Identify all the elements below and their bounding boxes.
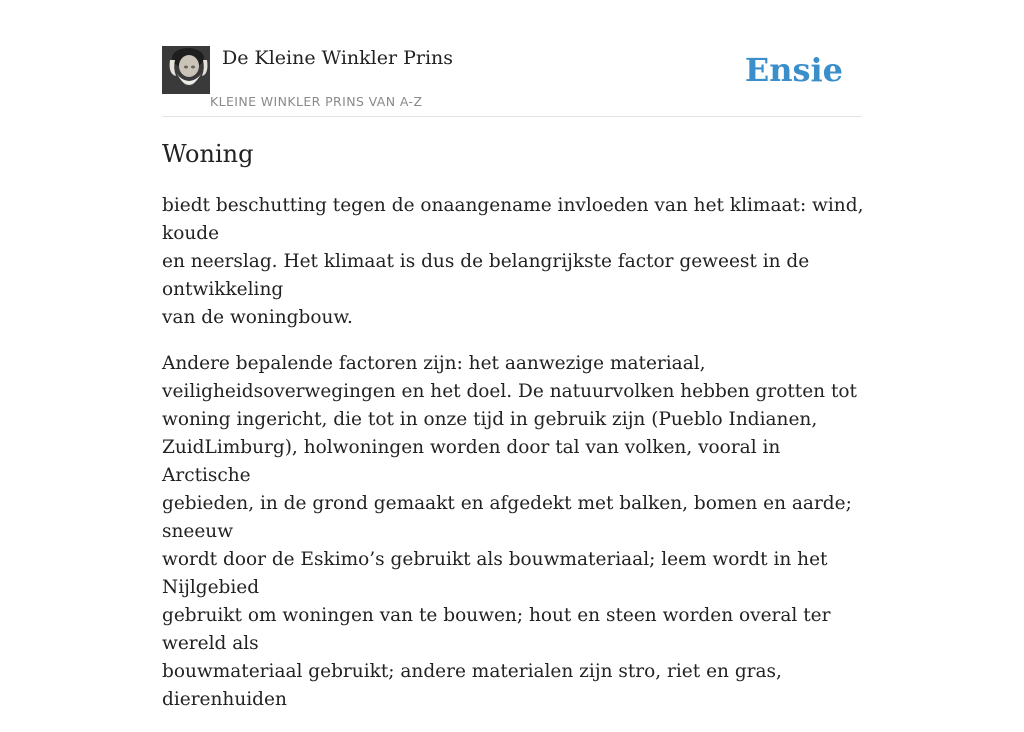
- text-line: bouwmateriaal gebruikt; andere materialen zijn stro, riet en gras, dierenhuiden: [162, 661, 782, 710]
- text-line: van de woningbouw.: [162, 307, 353, 328]
- text-line: en neerslag. Het klimaat is dus de belangrijkste factor geweest in de ontwikkeling: [162, 251, 810, 300]
- article-title: Woning: [162, 140, 254, 168]
- article-body: [162, 192, 874, 732]
- text-line: gebieden, in de grond gemaakt en afgedekt met balken, bomen en aarde; sneeuw: [162, 493, 852, 542]
- author-name[interactable]: De Kleine Winkler Prins: [222, 47, 454, 69]
- text-line: gebruikt om woningen van te bouwen; hout en steen worden overal ter wereld als: [162, 605, 831, 654]
- collection-label[interactable]: KLEINE WINKLER PRINS VAN A-Z: [210, 94, 423, 109]
- paragraph: [162, 350, 874, 714]
- text-line: woning ingericht, die tot in onze tijd in gebruik zijn (Pueblo Indianen,: [162, 409, 818, 430]
- portrait-icon: [162, 46, 210, 94]
- text-line: Andere bepalende factoren zijn: het aanwezige materiaal,: [162, 353, 706, 374]
- text-line: wordt door de Eskimo’s gebruikt als bouwmateriaal; leem wordt in het Nijlgebied: [162, 549, 828, 598]
- article-header: [162, 46, 862, 117]
- text-line: veiligheidsoverwegingen en het doel. De natuurvolken hebben grotten tot: [162, 381, 857, 402]
- paragraph: [162, 192, 874, 332]
- text-line: ZuidLimburg), holwoningen worden door tal van volken, vooral in Arctische: [162, 437, 781, 486]
- author-avatar[interactable]: [162, 46, 210, 94]
- brand-logo[interactable]: Ensie: [744, 51, 843, 89]
- text-line: biedt beschutting tegen de onaangename invloeden van het klimaat: wind, koude: [162, 195, 864, 244]
